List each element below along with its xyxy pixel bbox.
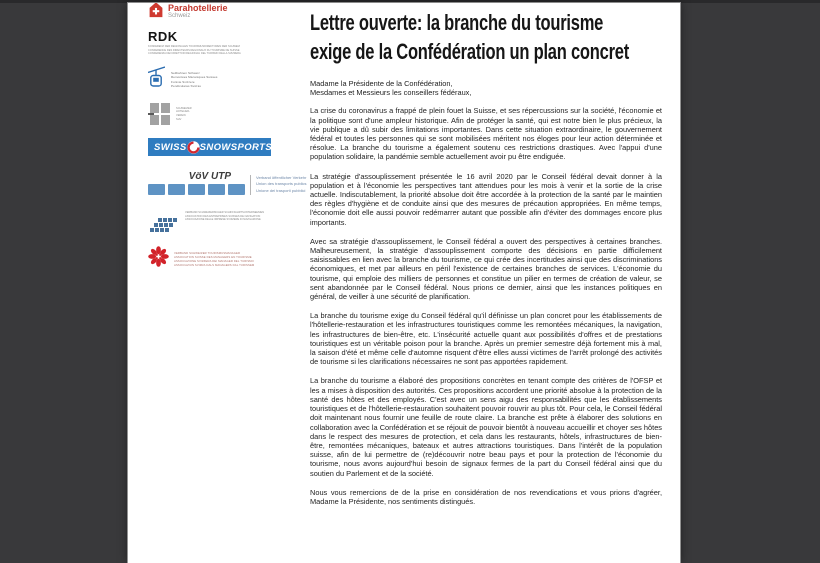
seilbahnen-line: Pendicularas Svizras — [171, 83, 202, 88]
voev-line: Verband öffentlicher Verkehr — [256, 174, 307, 180]
vssu-line: ASSOCIATION DES ENTREPRISES SUISSES DE NAVIGATION — [185, 214, 261, 218]
snowsports-word1: SWISS — [154, 141, 187, 153]
vstm-line: ASSOCIAZIUN SVIZRA DALS MANAGERS DAL TURISSEM — [174, 263, 255, 267]
red-flower-icon — [148, 246, 169, 272]
wave-squares-icon — [150, 209, 178, 224]
paragraph-closing: Nous vous remercions de de la prise en considération de nos revendications et vous prions d'agréer, Madame la Présidente, nos sentiments distingués. — [310, 487, 662, 506]
logo-vssu-navigation — [150, 209, 264, 224]
paragraph-demand: La branche du tourisme exige du Conseil fédéral qu'il définisse un plan concret pour les établissements de l'hôtellerie-restauration et les infrastructures touristiques comme les remontées mécaniques, la navigation, les infrastructures de bien-être, etc. L'insécurité actuelle quant aux possibilités d'offres et de prestations touristiques est un véritable poison pour la branche. Après un premier semestre déjà fortement mis à mal, la saison d'été et même celle d'automne risquent d'être elles aussi victimes de l'arrêt prolongé des activités de tourisme si les clarifications nécessaires ne sont pas apportées rapidement. — [310, 311, 662, 367]
seilbahnen-line: Remontées Mécaniques Suisses — [171, 75, 218, 80]
letter-title-line2: exige de la Confédération un plan concret — [310, 39, 630, 64]
hotelleriesuisse-line: VEREIN — [176, 114, 186, 117]
rdk-subline: CONFERENCE DES DIRECTEURS REGIONAUX DU TOURISME DE SUISSE — [148, 48, 240, 52]
parahotellerie-name: Parahotellerie — [168, 3, 228, 13]
paragraph-perspectives: Avec sa stratégie d'assouplissement, le Conseil fédéral a ouvert des perspectives à certaines branches. Malheureusement, la stratégie d'assouplissement comporte des décisions en partie difficilement saisissables en lien avec la branche du tourisme, ce qui crée des incertitudes ainsi que des discriminations économiques, et met par ailleurs en péril l'existence de certaines branches de services. L'économie du tourisme, qui emploie des milliers de personnes et constitue un pilier en termes de création de valeur, se sent abandonnée par le Conseil fédéral. Nous prions ce dernier, ainsi que les instances politiques en général, de veiller à une sécurité de planification. — [310, 236, 662, 302]
document-page — [128, 3, 680, 563]
parahotellerie-country: Schweiz — [168, 13, 191, 19]
vstm-line: VERBAND SCHWEIZER TOURISMUSMANAGER — [174, 251, 241, 255]
rdk-wordmark: RDK — [148, 29, 178, 44]
paragraph-crisis: La crise du coronavirus a frappé de plein fouet la Suisse, et ses répercussions sur la société, l'économie et la politique sont d'une ampleur historique. Afin de protéger la santé, qui est notre bien le plus précieux, la vie publique a dû subir des limitations importantes. Dans cette situation extraordinaire, le gouvernement fédéral et toutes les personnes qui se sont mobilisées méritent nos éloges pour leur action déterminée et résolue. La branche du tourisme a également soutenu ces restrictions drastiques. Avec l'appui d'une population solidaire, la pandémie semble actuellement avoir pu être endiguée. — [310, 106, 662, 162]
vssu-line: VERBAND SCHWEIZERISCHER SCHIFFFAHRTSUNTERNEHMEN — [185, 211, 265, 215]
letter-title-line1: Lettre ouverte: la branche du tourisme — [310, 10, 604, 35]
logo-hotelleriesuisse — [150, 103, 192, 125]
paragraph-strategy: La stratégie d'assouplissement présentée le 16 avril 2020 par le Conseil fédéral devait donner à la population et à l'économie les perspectives tant attendues pour les mois à venir et la sortie de la crise actuelle. Indiscutablement, la priorité absolue doit être accordée à la protection de la santé par le maintien des règles d'hygiène et de conduite ainsi que des mesures de précaution appropriées. En même temps, l'économie doit elle aussi pouvoir redémarrer autant que possible afin d'éviter des dommages encore plus importants. — [310, 171, 662, 227]
logo-vstm-tourism-managers — [148, 246, 254, 272]
logo-parahotellerie — [148, 3, 228, 23]
salutation — [310, 79, 662, 97]
salutation-line1: Madame la Présidente de la Confédération, — [310, 79, 453, 88]
voev-line: Unione dei trasporti pubblici — [256, 187, 306, 193]
seilbahnen-line: Seilbahnen Schweiz — [171, 71, 200, 76]
logo-rdk — [148, 30, 241, 56]
voev-wordmark: VöV UTP — [188, 171, 231, 182]
rdk-subline: CONFERENZA DEI DIRETTORI REGIONALI DEL TURISMO DELLA SVIZZERA — [148, 52, 241, 56]
salutation-line2: Mesdames et Messieurs les conseillers fédéraux, — [310, 88, 472, 98]
letter-body — [310, 6, 662, 516]
snowsports-swirl-icon — [187, 141, 200, 154]
cable-car-icon — [148, 66, 165, 93]
voev-squares-icon — [148, 184, 245, 195]
letter-title — [310, 8, 663, 66]
hotelleriesuisse-line: SCHWEIZER — [176, 106, 192, 110]
logo-swiss-snowsports — [148, 138, 271, 156]
paragraph-propositions: La branche du tourisme a élaboré des propositions concrètes en tenant compte des critères de l'OFSP et les a mises à disposition des autorités. Ces propositions accordent une priorité absolue à la protection de la santé des hôtes et des employés. C'est avec un sens aigu des responsabilités que les établissements touristiques et de l'hôtellerie-restauration souhaitent pouvoir rouvrir au plus tôt. Pour cela, le Conseil fédéral doit maintenant nous fournir une feuille de route claire. La branche est prête à élaborer des solutions en collaboration avec la Confédération et se réjouit de pouvoir bientôt à nouveau accueillir et choyer ses hôtes dans le respect des mesures de protection, et cela dans les restaurants, hôtels, infrastructures de bien-être, remontées mécaniques, bateaux et autres attractions touristiques. Dans l'intérêt de la population suisse, afin de lui permettre de (re)découvrir notre beau pays et pour la protection de l'économie du tourisme, nous avons aujourd'hui besoin de signaux fermes de la part du Conseil fédéral ainsi que du soutien du Parlement et de la société. — [310, 376, 662, 478]
vssu-line: ASSOCIAZIONE DELLE IMPRESE SVIZZERE DI NAVIGAZIONE — [185, 218, 261, 222]
pixel-grid-icon — [150, 103, 171, 125]
parahotellerie-house-icon — [148, 3, 164, 23]
logo-seilbahnen-schweiz — [148, 66, 218, 93]
vstm-line: ASSOCIATION SUISSE DES MANAGERS EN TOURISME — [174, 255, 252, 259]
rdk-subline: KONFERENZ DER REGIONALEN TOURISMUSDIREKTOREN DER SCHWEIZ — [148, 45, 240, 48]
logo-voev-utp — [148, 171, 306, 195]
seilbahnen-line: Funivie Svizzere — [171, 79, 195, 84]
snowsports-word2: SNOWSPORTS — [199, 141, 273, 153]
vstm-line: ASSOCIAZIONE SVIZZERA DEI MANAGER DEL TURISMO — [174, 259, 254, 263]
hotelleriesuisse-line: HOTELIER- — [176, 110, 190, 114]
voev-line: Union des transports publics — [256, 181, 307, 186]
hotelleriesuisse-line: SHV — [176, 117, 182, 121]
